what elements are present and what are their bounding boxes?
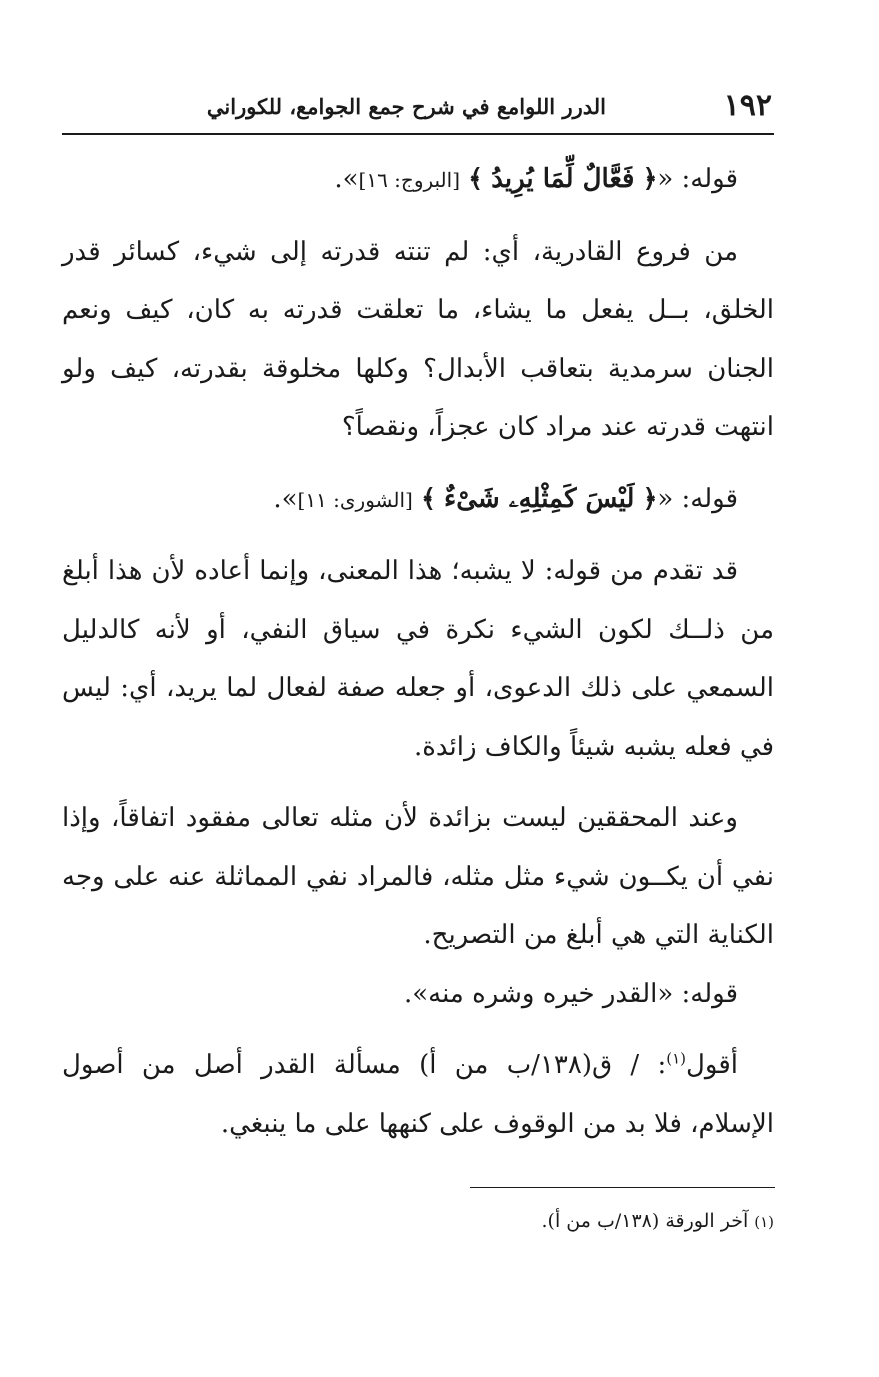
footnote-number: (١) (754, 1213, 774, 1231)
quote-line-3: قوله: «القدر خيره وشره منه». (403, 978, 738, 1009)
quran-verse: لَيْسَ كَمِثْلِهِۦ شَىْءٌ (444, 483, 635, 514)
verse-reference: [الشورى: ١١] (297, 487, 413, 512)
paragraph-3: وعند المحققين ليست بزائدة لأن مثله تعالى مفقود اتفاقاً، وإذا نفي أن يكــون شيء مثل مثله، فالمراد نفي المماثلة عنه على وجه الكناية التي هي أبلغ من التصريح. (62, 803, 774, 950)
running-title: الدرر اللوامع في شرح جمع الجوامع، للكوراني (206, 94, 606, 119)
quote-lead: قوله: « (657, 483, 738, 514)
page-number: ١٩٢ (723, 88, 772, 123)
footnote-separator (470, 1187, 775, 1188)
ornate-open-bracket: ﴿ (642, 483, 658, 513)
quote-tail: ». (273, 483, 298, 514)
paragraph-2: قد تقدم من قوله: لا يشبه؛ هذا المعنى، وإنما أعاده لأن هذا أبلغ من ذلــك لكون الشيء نكرة في سياق النفي، أو لأنه كالدليل السمعي على ذلك الدعوى، أو جعله صفة لفعال لما يريد، أي: ليس في فعله يشبه شيئاً والكاف زائدة. (62, 556, 774, 762)
paragraph-1: من فروع القادرية، أي: لم تنته قدرته إلى شيء، كسائر قدر الخلق، بــل يفعل ما يشاء، ما تعلقت قدرته به كان، كيف ونعم الجنان سرمدية بتعاقب الأبدال؟ وكلها مخلوقة بقدرته، كيف ولو انتهت قدرته عند مراد كان عجزاً، ونقصاً؟ (62, 236, 774, 442)
paragraph-4 (62, 1036, 774, 1153)
quote-line-2 (62, 470, 774, 530)
footnote-reference-mark: (١) (666, 1049, 686, 1068)
verse-reference: [البروج: ١٦] (358, 168, 460, 192)
ornate-close-bracket: ﴾ (468, 164, 483, 193)
paragraph-4-rest: : / ق(١٣٨/ب من أ) مسألة القدر أصل من أصول الإسلام، فلا بد من الوقوف على كنهها على ما ينبغي. (62, 1050, 774, 1139)
footnote-1 (62, 1207, 774, 1236)
page-header (62, 88, 774, 128)
quran-verse: فَعَّالٌ لِّمَا يُرِيدُ (491, 164, 635, 194)
main-text (62, 150, 774, 1153)
quote-tail: ». (334, 164, 359, 194)
ornate-open-bracket: ﴿ (642, 164, 658, 193)
quote-lead: قوله: « (657, 164, 738, 194)
paragraph-4-start: أقول (686, 1050, 738, 1080)
footnote-text: آخر الورقة (١٣٨/ب من أ). (541, 1210, 749, 1232)
ornate-close-bracket: ﴾ (421, 483, 436, 513)
header-rule (62, 133, 774, 135)
quote-line-1 (62, 150, 774, 210)
